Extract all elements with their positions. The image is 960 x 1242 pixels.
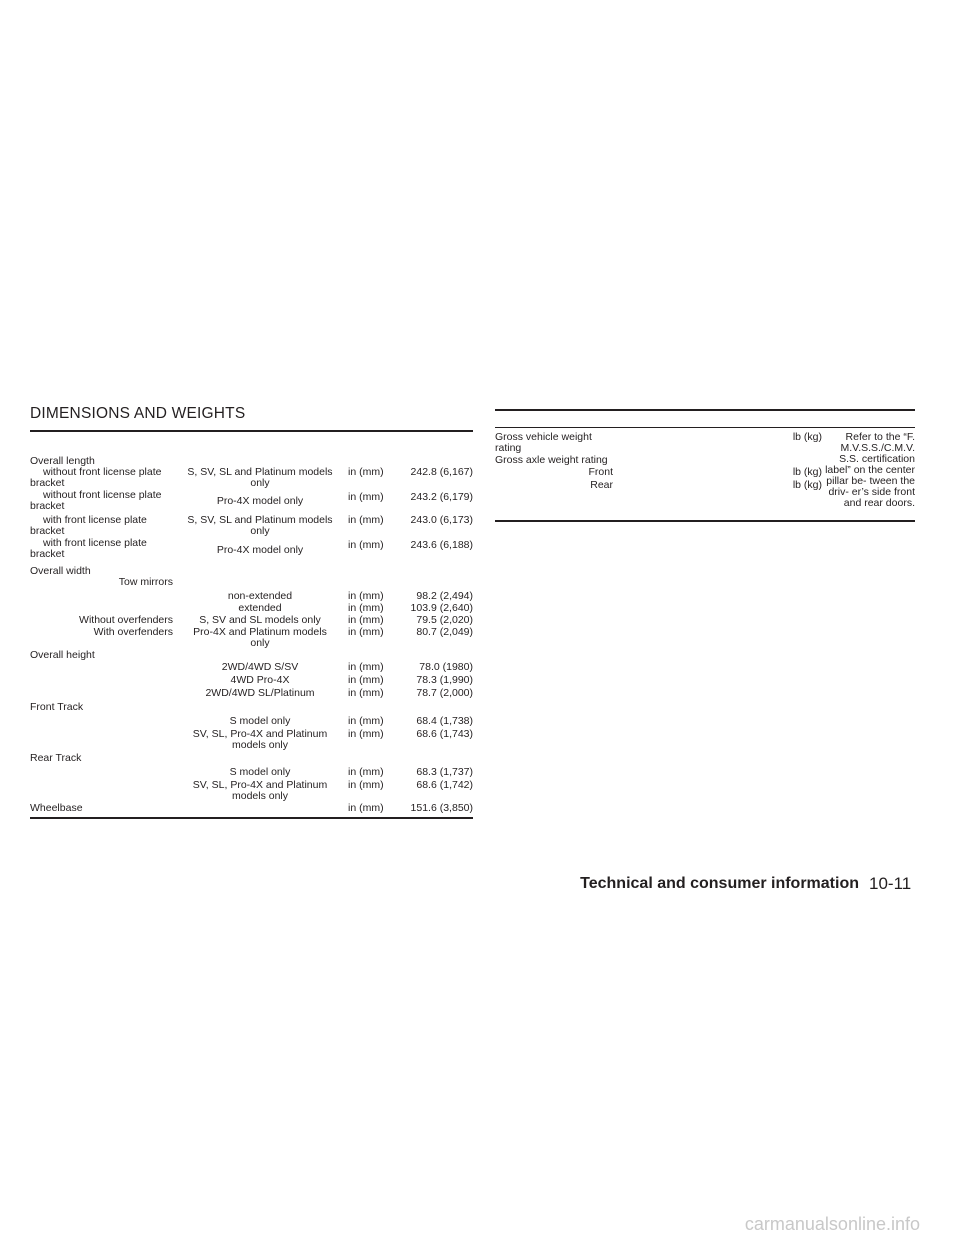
row-value: 151.6 (3,850) [410, 802, 473, 814]
row-item: without front license plate bracket [30, 489, 162, 512]
row-unit: in (mm) [348, 674, 384, 686]
chapter-title: Technical and consumer information [580, 875, 859, 892]
row-model: 2WD/4WD SL/Platinum [205, 687, 315, 699]
row-model: Pro-4X model only [216, 495, 304, 507]
front-track-label: Front Track [30, 701, 84, 713]
row-model: SV, SL, Pro-4X and Platinum models only [192, 779, 328, 802]
gvwr-label: Gross vehicle weight rating [495, 431, 592, 454]
row-unit: in (mm) [348, 661, 384, 673]
gawr-front-label: Front [588, 466, 613, 478]
row-value: 243.6 (6,188) [410, 539, 473, 551]
row-value: 68.3 (1,737) [416, 766, 473, 778]
row-unit: in (mm) [348, 715, 384, 727]
wheelbase-label: Wheelbase [30, 802, 83, 814]
row-unit: in (mm) [348, 466, 384, 478]
row-value: 78.3 (1,990) [416, 674, 473, 686]
gvwr-unit: lb (kg) [792, 431, 822, 443]
row-unit: in (mm) [348, 491, 384, 503]
row-item: With overfenders [93, 626, 173, 638]
row-unit: in (mm) [348, 802, 384, 814]
rear-track-label: Rear Track [30, 752, 82, 764]
row-value: 68.6 (1,742) [416, 779, 473, 791]
row-value: 68.4 (1,738) [416, 715, 473, 727]
row-value: 68.6 (1,743) [416, 728, 473, 740]
row-model: 2WD/4WD S/SV [221, 661, 299, 673]
row-model: S, SV and SL models only [199, 614, 321, 626]
row-model: S model only [229, 766, 291, 778]
site-watermark: carmanualsonline.info [744, 1214, 920, 1234]
row-unit: in (mm) [348, 590, 384, 602]
overall-length-label: Overall length [30, 455, 95, 467]
row-model: S model only [229, 715, 291, 727]
row-value: 79.5 (2,020) [416, 614, 473, 626]
row-model: S, SV, SL and Platinum models only [187, 466, 333, 489]
section-title: DIMENSIONS AND WEIGHTS [30, 405, 246, 422]
row-model: SV, SL, Pro-4X and Platinum models only [192, 728, 328, 751]
certification-label-note: Refer to the “F. M.V.S.S./C.M.V. S.S. certification label” on the center pillar be- tween the driv- er’s side front and rear doors. [825, 431, 915, 509]
overall-width-label: Overall width [30, 565, 91, 577]
row-value: 242.8 (6,167) [410, 466, 473, 478]
row-value: 78.0 (1980) [419, 661, 473, 673]
gawr-front-unit: lb (kg) [792, 466, 822, 478]
row-value: 243.0 (6,173) [410, 514, 473, 526]
row-model: Pro-4X model only [216, 544, 304, 556]
row-value: 98.2 (2,494) [416, 590, 473, 602]
row-model: Pro-4X and Platinum models only [193, 626, 327, 649]
row-model: extended [238, 602, 282, 614]
row-value: 243.2 (6,179) [410, 491, 473, 503]
gawr-rear-label: Rear [590, 479, 613, 491]
gawr-label: Gross axle weight rating [495, 454, 608, 466]
row-unit: in (mm) [348, 728, 384, 740]
row-unit: in (mm) [348, 766, 384, 778]
page-number: 10-11 [869, 874, 912, 893]
row-item: without front license plate bracket [30, 466, 162, 489]
row-unit: in (mm) [348, 614, 384, 626]
row-item: with front license plate bracket [30, 514, 147, 537]
row-unit: in (mm) [348, 779, 384, 791]
row-value: 103.9 (2,640) [410, 602, 473, 614]
row-value: 80.7 (2,049) [416, 626, 473, 638]
row-unit: in (mm) [348, 514, 384, 526]
row-item: Without overfenders [79, 614, 173, 626]
row-item: with front license plate bracket [30, 537, 147, 560]
row-model: non-extended [227, 590, 293, 602]
dimensions-table-top-rule [30, 430, 473, 432]
dimensions-table-bottom-rule [30, 817, 473, 819]
row-value: 78.7 (2,000) [416, 687, 473, 699]
weights-table-bottom-rule [495, 520, 915, 522]
row-model: 4WD Pro-4X [230, 674, 290, 686]
row-unit: in (mm) [348, 539, 384, 551]
gawr-rear-unit: lb (kg) [792, 479, 822, 491]
tow-mirrors-label: Tow mirrors [118, 576, 173, 588]
row-unit: in (mm) [348, 602, 384, 614]
weights-table-top-rule [495, 409, 915, 411]
row-unit: in (mm) [348, 626, 384, 638]
overall-height-label: Overall height [30, 649, 95, 661]
weights-table-header-rule [495, 427, 915, 428]
row-model: S, SV, SL and Platinum models only [187, 514, 333, 537]
row-unit: in (mm) [348, 687, 384, 699]
